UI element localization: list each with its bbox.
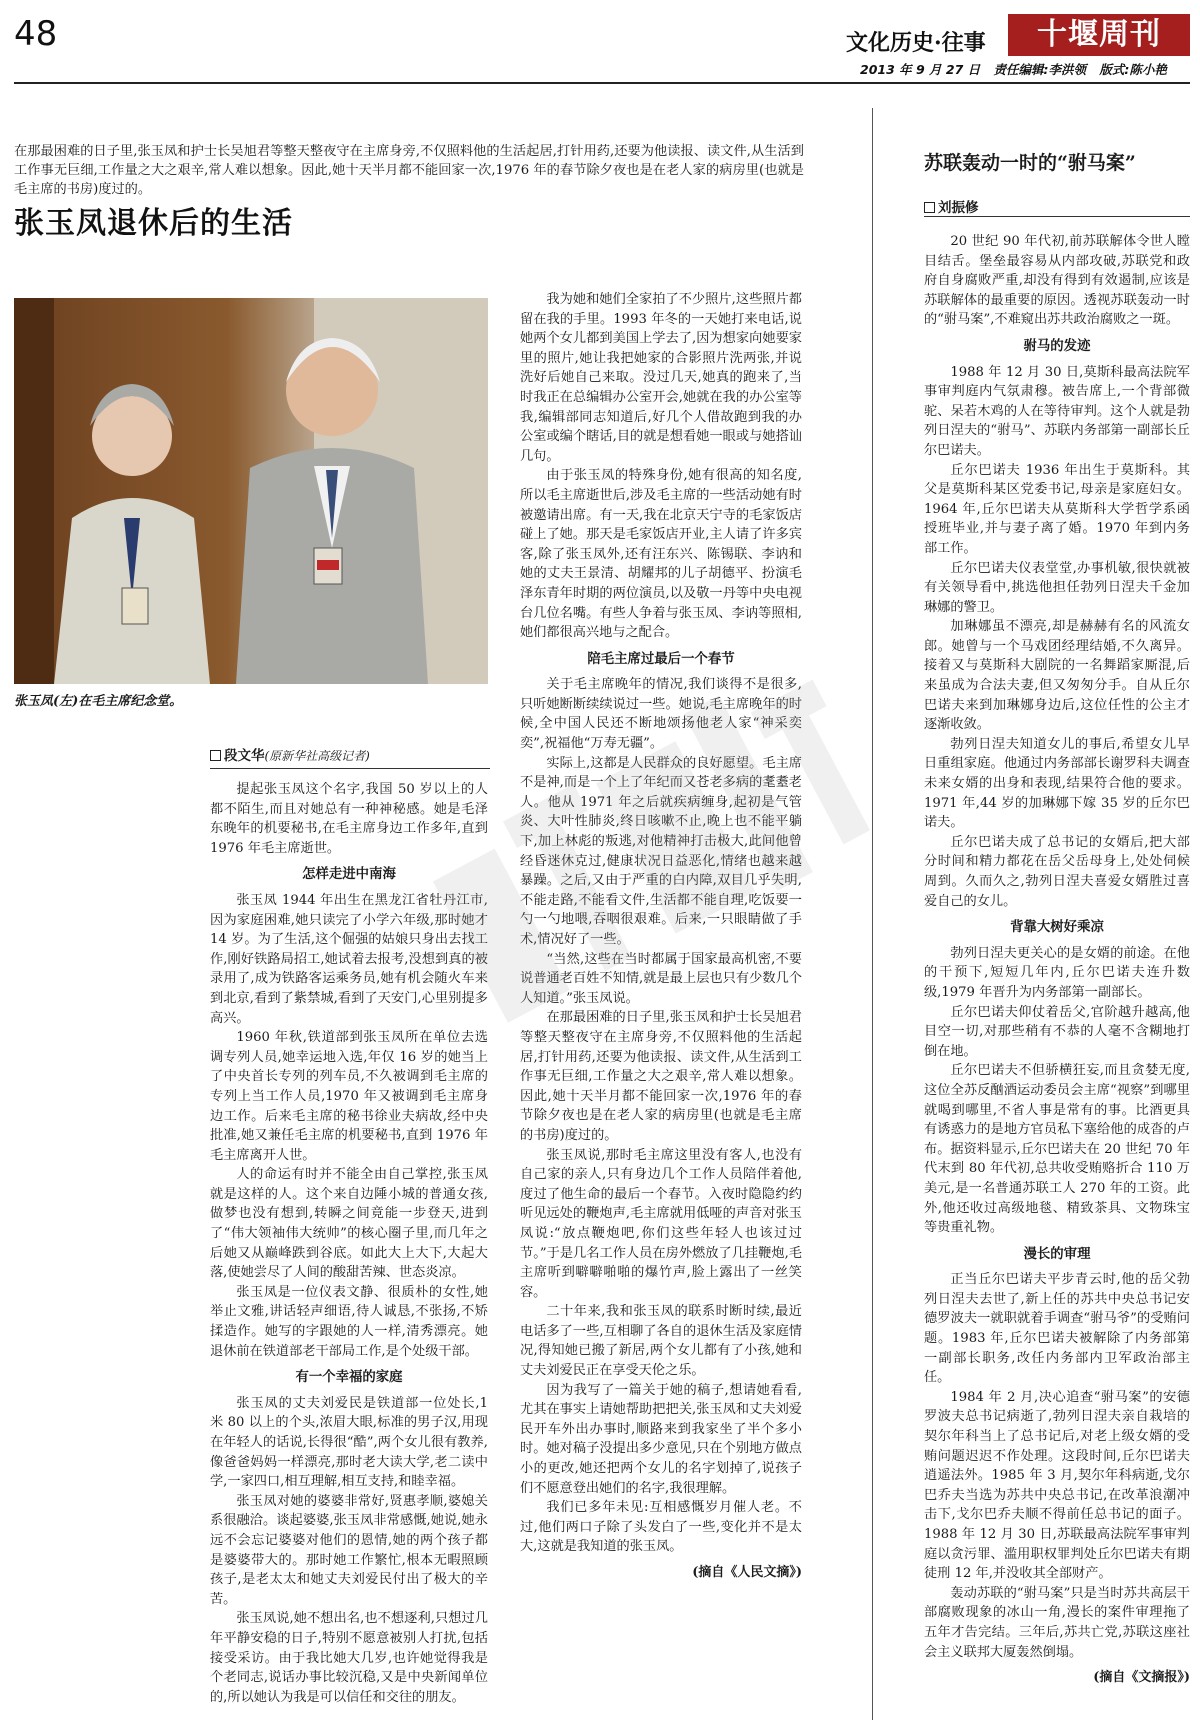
issue-layout: 版式:陈小艳 [1099,62,1167,77]
header-rule [14,82,1190,84]
author-rule [924,216,1190,217]
paragraph: 张玉凤是一位仪表文静、很质朴的女性,她举止文雅,讲话轻声细语,待人诚恳,不张扬,不矫揉造作。她写的字跟她的人一样,清秀漂亮。她退休前在铁道部老干部局工作,是个处级干部。 [210,1284,488,1359]
paragraph: 由于张玉凤的特殊身份,她有很高的知名度,所以毛主席逝世后,涉及毛主席的一些活动她有时被邀请出席。有一天,我在北京天宁寺的毛家饭店碰上了她。那天是毛家饭店开业,主人请了许多宾客,除了张玉凤外,还有汪东兴、陈锡联、李讷和她的丈夫王景清、胡耀邦的儿子胡德平、扮演毛泽东青年时期的两位演员,以及敬一丹等中央电视台几位名嘴。有些人争着与张玉凤、李讷等照相,她们都很高兴地与之配合。 [520,468,802,641]
side-article-author [924,196,979,216]
issue-date: 2013 年 9 月 27 日 [860,62,981,77]
subheading: 陪毛主席过最后一个春节 [587,651,735,667]
subheading: 漫长的审理 [1023,1246,1091,1262]
page-number: 48 [14,14,58,54]
photo-illustration [14,298,488,684]
side-author-name: 刘振修 [938,200,979,216]
issue-info [860,60,1176,78]
paragraph: “当然,这些在当时都属于国家最高机密,不要说普通老百姓不知情,就是最上层也只有少数几个人知道。”张玉凤说。 [520,951,802,1006]
paragraph: 张玉凤说,她不想出名,也不想逐利,只想过几年平静安稳的日子,特别不愿意被别人打扰,包括接受采访。由于我比她大几岁,也许她觉得我是个老同志,说话办事比较沉稳,又是中央新闻单位的,所以她认为我是可以信任和交往的朋友。 [210,1611,488,1705]
paragraph: 在那最困难的日子里,张玉凤和护士长吴旭君等整天整夜守在主席身旁,不仅照料他的生活起居,打针用药,还要为他读报、读文件,从生活到工作事无巨细,工作量之大之艰辛,常人难以想象。因此,她十天半月都不能回家一次,1976 年的春节除夕夜也是在老人家的病房里(也就是毛主席的书房)度过的。 [520,1010,802,1143]
paragraph: 勃列日涅夫知道女儿的事后,希望女儿早日重组家庭。他通过内务部部长谢罗科夫调查未来女婿的出身和表现,结果符合他的要求。1971 年,44 岁的加琳娜下嫁 35 岁的丘尔巴诺夫。 [924,736,1190,831]
paragraph: 张玉凤说,那时毛主席这里没有客人,也没有自己家的亲人,只有身边几个工作人员陪伴着他,度过了他生命的最后一个春节。入夜时隐隐约约听见远处的鞭炮声,毛主席就用低哑的声音对张玉凤说:“放点鞭炮吧,你们这些年轻人也该过过节。”于是几名工作人员在房外燃放了几挂鞭炮,毛主席听到噼噼啪啪的爆竹声,脸上露出了一丝笑容。 [520,1147,802,1300]
author-square-icon [924,202,935,213]
issue-editor: 责任编辑:李洪领 [993,62,1087,77]
paragraph: 加琳娜虽不漂亮,却是赫赫有名的风流女郎。她曾与一个马戏团经理结婚,不久离异。接着又与莫斯科大剧院的一名舞蹈家厮混,后来虽成为合法夫妻,但又匆匆分手。自从丘尔巴诺夫来到加琳娜身边后,这位任性的公主才逐渐收敛。 [924,619,1190,733]
paragraph: 丘尔巴诺夫仰仗着岳父,官阶越升越高,他目空一切,对那些稍有不恭的人毫不含糊地打倒在地。 [924,1004,1190,1059]
byline-note: (原新华社高级记者) [264,749,370,763]
subheading: 有一个幸福的家庭 [295,1370,403,1386]
article-photo [14,298,488,684]
paragraph: 丘尔巴诺夫 1936 年出生于莫斯科。其父是莫斯科某区党委书记,母亲是家庭妇女。1964 年,丘尔巴诺夫从莫斯科大学哲学系函授班毕业,并与妻子离了婚。1970 年到内务部工作。 [924,462,1190,556]
paragraph: 丘尔巴诺夫仪表堂堂,办事机敏,很快就被有关领导看中,挑选他担任勃列日涅夫千金加琳娜的警卫。 [924,560,1190,615]
paragraph: 张玉凤对她的婆婆非常好,贤惠孝顺,婆媳关系很融洽。谈起婆婆,张玉凤非常感慨,她说,她永远不会忘记婆婆对他们的恩情,她的两个孩子都是婆婆带大的。那时她工作繁忙,根本无暇照顾孩子,是老太太和她丈夫刘爱民付出了极大的辛苦。 [210,1493,488,1607]
article-column-1 [210,780,488,1720]
lead-quote: 在那最困难的日子里,张玉凤和护士长吴旭君等整天整夜守在主席身旁,不仅照料他的生活起居,打针用药,还要为他读报、读文件,从生活到工作事无巨细,工作量之大之艰辛,常人难以想象。因此,她十天半月都不能回家一次,1976 年的春节除夕夜也是在老人家的病房里(也就是毛主席的书房)度过的。 [14,144,804,197]
paragraph: 二十年来,我和张玉凤的联系时断时续,最近电话多了一些,互相聊了各自的退休生活及家庭情况,得知她已搬了新居,两个女儿都有了小孩,她和丈夫刘爱民正在享受天伦之乐。 [520,1304,802,1379]
paragraph: 我为她和她们全家拍了不少照片,这些照片都留在我的手里。1993 年冬的一天她打来电话,说她两个女儿都到美国上学去了,因为想家向她要家里的照片,她让我把她家的合影照片洗两张,并说洗好后她自己来取。没过几天,她真的跑来了,当时我正在总编辑办公室开会,她就在我的办公室等我,编辑部同志知道后,好几个人借故跑到我的办公室或编个瞎话,目的就是想看她一眼或与她搭讪几句。 [520,292,802,464]
paragraph: 丘尔巴诺夫不但骄横狂妄,而且贪婪无度,这位全苏反酗酒运动委员会主席“视察”到哪里就喝到哪里,不省人事是常有的事。比酒更具有诱惑力的是地方官员私下塞给他的成沓的卢布。据资料显示,丘尔巴诺夫在 20 世纪 70 年代末到 80 年代初,总共收受贿赂折合 110 万美元,是一名普通苏联工人 270 年的工资。此外,他还收过高级地毯、精致茶具、文物珠宝等贵重礼物。 [924,1063,1190,1236]
byline-square-icon [210,750,221,761]
subheading: 背靠大树好乘凉 [1010,920,1104,936]
section-name: 文化历史·往事 [846,30,986,56]
paragraph: 提起张玉凤这个名字,我国 50 岁以上的人都不陌生,而且对她总有一种神秘感。她是毛泽东晚年的机要秘书,在毛主席身边工作多年,直到 1976 年毛主席逝世。 [210,782,488,856]
subheading: 驸马的发迹 [1023,338,1091,354]
source-credit: (摘自《人民文摘》) [692,1565,802,1580]
masthead-logo: 十堰周刊 [1008,14,1190,56]
paragraph: 我们已多年未见:互相感慨岁月催人老。不过,他们两口子除了头发白了一些,变化并不是太大,这就是我知道的张玉凤。 [520,1500,802,1555]
column-divider [872,108,873,1720]
subheading: 怎样走进中南海 [302,867,396,883]
byline-name: 段文华 [224,748,265,764]
paragraph: 20 世纪 90 年代初,前苏联解体令世人瞠目结舌。堡垒最容易从内部攻破,苏联党和政府自身腐败严重,却没有得到有效遏制,应该是苏联解体的最重要的原因。透视苏联轰动一时的“驸马案”,不难窥出苏共政治腐败之一斑。 [924,234,1190,328]
paragraph: 关于毛主席晚年的情况,我们谈得不是很多,只听她断断续续说过一些。她说,毛主席晚年的时候,全中国人民还不断地颂扬他老人家“神采奕奕”,祝福他“万寿无疆”。 [520,677,802,752]
paragraph: 实际上,这都是人民群众的良好愿望。毛主席不是神,而是一个上了年纪而又苍老多病的耄耋老人。他从 1971 年之后就疾病缠身,起初是气管炎、大叶性肺炎,终日咳嗽不止,晚上也不能平躺下,加上林彪的叛逃,对他精神打击极大,此间他曾经昏迷休克过,健康状况日益恶化,情绪也越来越暴躁。之后,又由于严重的白内障,双目几乎失明,不能走路,不能看文件,生活都不能自理,吃饭要一勺一勺地喂,吞咽很艰难。后来,一只眼睛做了手术,情况好了一些。 [520,755,802,947]
side-source-credit: (摘自《文摘报》) [1093,1670,1190,1686]
paragraph: 正当丘尔巴诺夫平步青云时,他的岳父勃列日涅夫去世了,新上任的苏共中央总书记安德罗波夫一就职就着手调查“驸马爷”的受贿问题。1983 年,丘尔巴诺夫被解除了内务部第一副部长职务,改任内务部内卫军政治部主任。 [924,1272,1190,1386]
paragraph: 勃列日涅夫更关心的是女婿的前途。在他的干预下,短短几年内,丘尔巴诺夫连升数级,1979 年晋升为内务部第一副部长。 [924,945,1190,1000]
paragraph: 1960 年秋,铁道部到张玉凤所在单位去选调专列人员,她幸运地入选,年仅 16 岁的她当上了中央首长专列的列车员,不久被调到毛主席的专列上当工作人员,1970 年又被调到毛主席身边工作。后来毛主席的秘书徐业夫病故,经中央批准,她又兼任毛主席的机要秘书,直到 1976 年毛主席离开人世。 [210,1030,488,1163]
headline: 张玉凤退休后的生活 [14,206,293,241]
paragraph: 1988 年 12 月 30 日,莫斯科最高法院军事审判庭内气氛肃穆。被告席上,一个背部微驼、呆若木鸡的人在等待审判。这个人就是勃列日涅夫的“驸马”、苏联内务部第一副部长丘尔巴诺夫。 [924,364,1190,458]
paragraph: 因为我写了一篇关于她的稿子,想请她看看,尤其在事实上请她帮助把把关,张玉凤和丈夫刘爱民开车外出办事时,顺路来到我家坐了半个多小时。她对稿子没提出多少意见,只在个别地方做点小的更改,她还把两个女儿的名字划掉了,说孩子们不愿意登出她们的名字,我很理解。 [520,1382,802,1496]
side-article-body [924,232,1190,1722]
paragraph: 1984 年 2 月,决心追查“驸马案”的安德罗波夫总书记病逝了,勃列日涅夫亲自栽培的契尔年科当上了总书记后,对老上级女婿的受贿问题迟迟不作处理。这段时间,丘尔巴诺夫逍遥法外。1985 年 3 月,契尔年科病逝,戈尔巴乔夫当选为苏共中央总书记,在改革浪潮冲击下,戈尔巴乔夫顺不得前任总书记的面子。1988 年 12 月 30 日,苏联最高法院军事审判庭以贪污罪、滥用职权罪判处丘尔巴诺夫有期徒刑 12 年,并没收其全部财产。 [924,1389,1190,1582]
article-column-2 [520,290,802,1710]
paragraph: 轰动苏联的“驸马案”只是当时苏共高层干部腐败现象的冰山一角,漫长的案件审理拖了五年才告完结。三年后,苏共亡党,苏联这座社会主义联邦大厦轰然倒塌。 [924,1585,1190,1660]
paragraph: 张玉凤的丈夫刘爱民是铁道部一位处长,1 米 80 以上的个头,浓眉大眼,标准的男子汉,用现在年轻人的话说,长得很“酷”,两个女儿很有教养,像爸爸妈妈一样漂亮,那时老大读大学,老二读中学,一家四口,相互理解,相互支持,和睦幸福。 [210,1395,488,1490]
byline [210,745,490,769]
photo-caption: 张玉凤(左)在毛主席纪念堂。 [14,694,183,709]
paragraph: 张玉凤 1944 年出生在黑龙江省牡丹江市,因为家庭困难,她只读完了小学六年级,那时她才 14 岁。为了生活,这个倔强的姑娘只身出去找工作,刚好铁路局招工,她试着去报考,没想到真的被录用了,成为铁路客运乘务员,她有机会随火车来到北京,看到了紫禁城,看到了天安门,心里别提多高兴。 [210,892,488,1026]
paragraph: 人的命运有时并不能全由自己掌控,张玉凤就是这样的人。这个来自边陲小城的普通女孩,做梦也没有想到,转瞬之间竟能一步登天,进到了“伟大领袖伟大统帅”的核心圈子里,而几年之后她又从巅峰跌到谷底。如此大上大下,大起大落,使她尝尽了人间的酸甜苦辣、世态炎凉。 [210,1167,488,1281]
paragraph: 丘尔巴诺夫成了总书记的女婿后,把大部分时间和精力都花在岳父岳母身上,处处伺候周到。久而久之,勃列日涅夫喜爱女婿胜过喜爱自己的女儿。 [924,834,1190,909]
side-article-title: 苏联轰动一时的“驸马案” [924,152,1136,174]
